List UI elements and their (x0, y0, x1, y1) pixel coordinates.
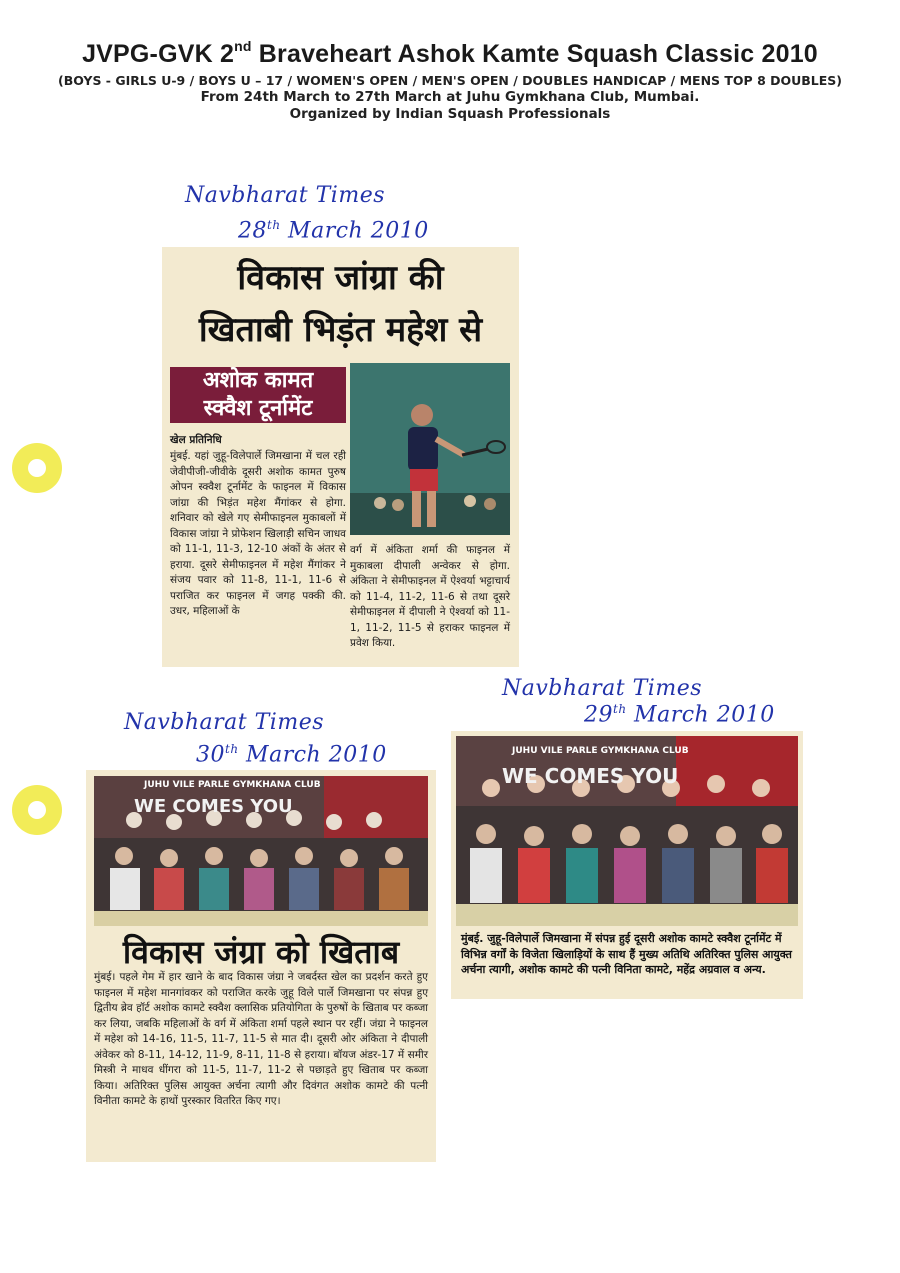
byline: खेल प्रतिनिधि (170, 434, 222, 446)
article-column-1: मुंबई. यहां जुहू-विलेपार्ले जिमखाना में चल रही जेवीपीजी-जीवीके दूसरी अशोक कामत पुरुष ओपन स्क्वैश टूर्नामेंट के फाइनल में विकास जांग्रा की भिड़ंत महेश मैंगांकर से होगा. शनिवार को खेले गए सेमीफाइनल मुकाबलों में विकास जांग्रा ने प्रोफेशन खिलाड़ी सचिन जाधव को 11-1, 11-3, 12-10 अंकों के अंतर से हराया. दूसरे सेमीफाइनल में महेश मैंगांकर ने संजय पवार को 11-8, 11-1, 11-6 से पराजित कर फाइनल में जगह पक्की की. उधर, महिलाओं के (170, 450, 346, 617)
handwritten-source-2: Navbharat Times (124, 710, 325, 735)
punch-hole-top (12, 443, 62, 493)
banner-line-1: अशोक कामत (202, 368, 314, 393)
handwritten-date-1: 28th March 2010 (238, 218, 429, 244)
banner-line-2: स्क्वैश टूर्नामेंट (203, 396, 313, 421)
document-header (0, 38, 900, 122)
headline-line-2: खिताबी भिड़ंत महेश से (198, 310, 483, 350)
group-photo-29-march (456, 736, 798, 926)
photo-welcome-text: WE COMES YOU (134, 796, 293, 817)
photo-caption: मुंबई. जुहू-विलेपार्ले जिमखाना में संपन्न हुई दूसरी अशोक कामटे स्क्वैश टूर्नामेंट में विभिन्न वर्गों के विजेता खिलाड़ियों के साथ हैं मुख्य अतिथि अतिरिक्त पुलिस आयुक्त अर्चना त्यागी, अशोक कामटे की पत्नी विनिता कामटे, महेंद्र अग्रवाल व अन्य. (461, 932, 792, 976)
news-clipping-29-march (451, 731, 803, 999)
handwritten-date-3: 29th March 2010 (584, 702, 775, 728)
page-title: JVPG-GVK 2nd Braveheart Ashok Kamte Squash Classic 2010 (82, 38, 818, 68)
group-photo-30-march (94, 776, 428, 926)
squash-player-photo (350, 363, 510, 535)
article-column-2: वर्ग में अंकिता शर्मा की फाइनल में मुकाबला दीपाली अन्वेकर से होगा. अंकिता ने सेमीफाइनल में ऐश्वर्या भट्टाचार्य को 11-4, 11-2, 11-6 से तथा दूसरे सेमीफाइनल में दीपाली ने ऐश्वर्या को 11-1, 11-2, 11-5 से हराकर फाइनल में प्रवेश किया. (350, 544, 510, 649)
categories-line: (BOYS - GIRLS U-9 / BOYS U – 17 / WOMEN'S OPEN / MEN'S OPEN / DOUBLES HANDICAP / MENS TOP 8 DOUBLES) (57, 73, 843, 88)
photo-welcome-text: WE COMES YOU (502, 764, 679, 788)
handwritten-source-1: Navbharat Times (185, 183, 386, 208)
headline-line-1: विकास जांग्रा की (237, 258, 444, 298)
punch-hole-bottom (12, 785, 62, 835)
dates-venue-line: From 24th March to 27th March at Juhu Gymkhana Club, Mumbai. (200, 89, 700, 105)
handwritten-date-2: 30th March 2010 (196, 742, 387, 768)
photo-banner-text: JUHU VILE PARLE GYMKHANA CLUB (512, 746, 689, 756)
photo-banner-text: JUHU VILE PARLE GYMKHANA CLUB (144, 780, 321, 790)
handwritten-source-3: Navbharat Times (502, 676, 703, 701)
tournament-banner (170, 367, 346, 423)
organizer-line: Organized by Indian Squash Professionals (289, 106, 611, 122)
news-clipping-30-march (86, 770, 436, 1162)
news-clipping-28-march (162, 247, 519, 667)
article-body: मुंबई। पहले गेम में हार खाने के बाद विकास जंग्रा ने जबर्दस्त खेल का प्रदर्शन करते हुए फाइनल में महेश मानगांवकर को पराजित करके जुहू विले पार्ले जिमखाना पर संपन्न हुए द्वितीय ब्रेव हॉर्ट अशोक कामटे स्क्वैश क्लासिक प्रतियोगिता के पुरुषों के खिताब पर कब्जा कर लिया, जबकि महिलाओं के वर्ग में अंकिता शर्मा पहले स्थान पर रहीं। जंग्रा ने फाइनल में महेश को 14-16, 11-5, 11-7, 11-5 से मात दी। दूसरी ओर अंकिता ने दीपाली अंवेकर को 8-11, 14-12, 11-9, 8-11, 11-8 से हराया। बॉयज अंडर-17 में समीर मिस्त्री ने माधव धींगरा को 11-5, 11-7, 11-2 से पछाड़ते हुए खिताब पर कब्जा किया। अतिरिक्त पुलिस आयुक्त अर्चना त्यागी और दिवंगत अशोक कामटे की पत्नी विनीता कामटे के हाथों पुरस्कार वितरित किए गए। (94, 971, 428, 1107)
headline: विकास जंग्रा को खिताब (122, 933, 400, 971)
